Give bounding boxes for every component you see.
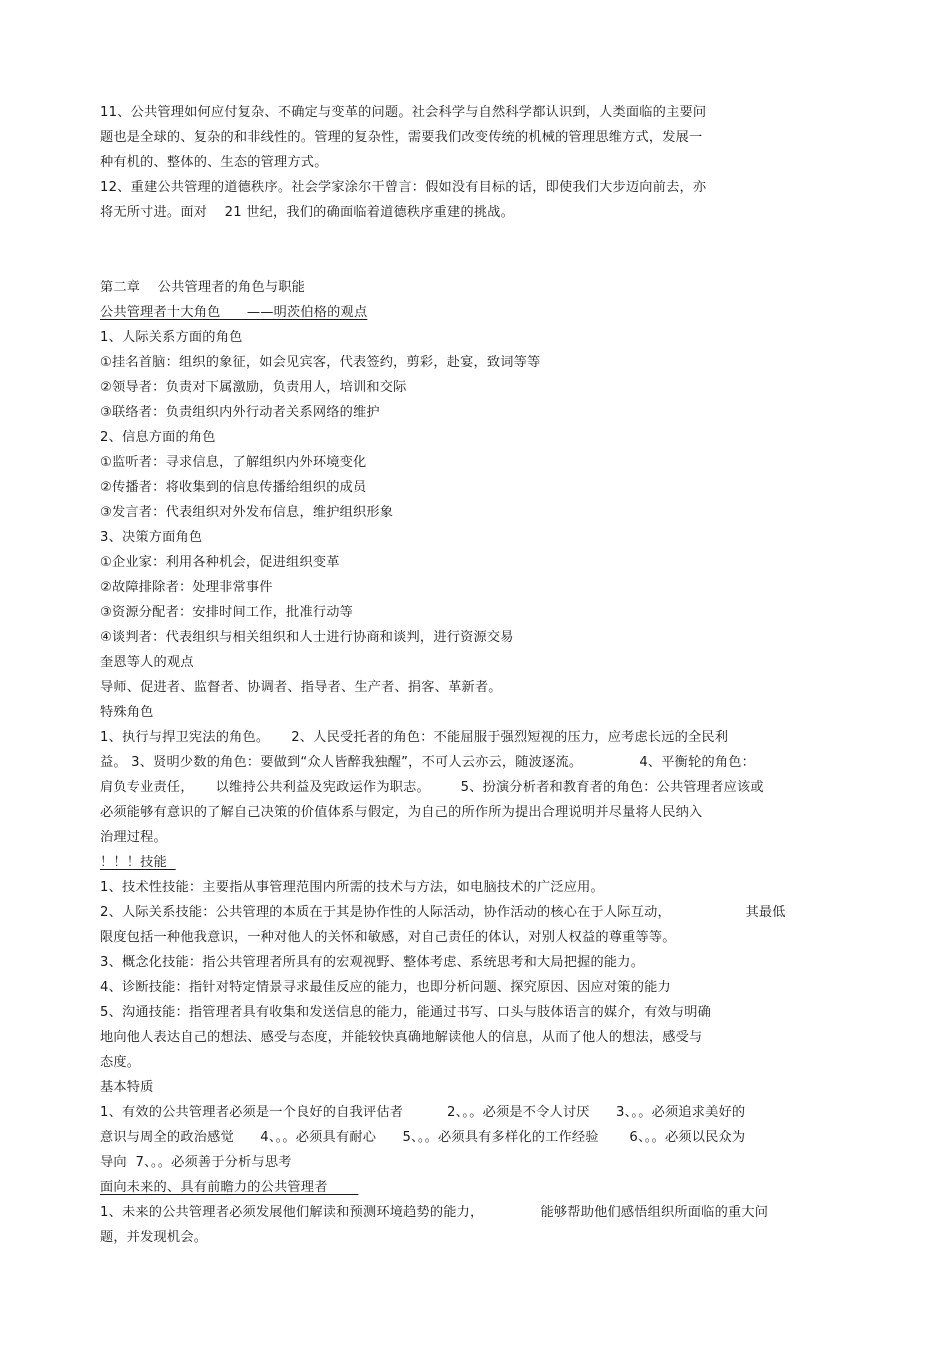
text-line: 题，并发现机会。	[100, 1230, 208, 1245]
list-item: ③发言者：代表组织对外发布信息，维护组织形象	[100, 505, 394, 520]
text-line: 益。 3、贤明少数的角色：要做到“众人皆醉我独醒”，不可人云亦云，随波逐流。 4、平衡轮的角色：	[100, 755, 756, 770]
text-line: 2、人际关系技能：公共管理的本质在于其是协作性的人际活动，协作活动的核心在于人际互动， 其最低	[100, 905, 786, 920]
list-item: ③联络者：负责组织内外行动者关系网络的维护	[100, 405, 380, 420]
text-line: 导师、促进者、监督者、协调者、指导者、生产者、捐客、革新者。	[100, 680, 502, 695]
text-line: 基本特质	[100, 1080, 154, 1095]
text-line: 1、未来的公共管理者必须发展他们解读和预测环境趋势的能力， 能够帮助他们感悟组织所面临的重大问	[100, 1205, 769, 1220]
list-item: ②传播者：将收集到的信息传播给组织的成员	[100, 480, 367, 495]
text-line: 2、信息方面的角色	[100, 430, 216, 445]
list-item: ①企业家：利用各种机会，促进组织变革	[100, 555, 340, 570]
list-item: ①监听者：寻求信息，了解组织内外环境变化	[100, 455, 367, 470]
text-line: 1、人际关系方面的角色	[100, 330, 243, 345]
section-heading: 公共管理者十大角色 ——明茨伯格的观点	[100, 305, 368, 320]
text-line: 1、有效的公共管理者必须是一个良好的自我评估者 2、。。必须是不令人讨厌 3、。。必须追求美好的	[100, 1105, 746, 1120]
text-line: 3、概念化技能：指公共管理者所具有的宏观视野、整体考虑、系统思考和大局把握的能力。	[100, 955, 645, 970]
text-line: 地向他人表达自己的想法、感受与态度，并能较快真确地解读他人的信息，从而了他人的想法，感受与	[100, 1030, 703, 1045]
text-line: 治理过程。	[100, 830, 167, 845]
text-line: 态度。	[100, 1055, 141, 1070]
list-item: ③资源分配者：安排时间工作，批准行动等	[100, 605, 353, 620]
text-line: 限度包括一种他我意识，一种对他人的关怀和敏感，对自己责任的体认，对别人权益的尊重等等。	[100, 930, 676, 945]
text-line: 5、沟通技能：指管理者具有收集和发送信息的能力，能通过书写、口头与肢体语言的媒介，有效与明确	[100, 1005, 712, 1020]
section-heading: ！！！技能	[100, 855, 176, 870]
list-item: ②领导者：负责对下属激励，负责用人，培训和交际	[100, 380, 407, 395]
text-line: 种有机的、整体的、生态的管理方式。	[100, 155, 328, 170]
text-line: 11、公共管理如何应付复杂、不确定与变革的问题。社会科学与自然科学都认识到，人类面临的主要问	[100, 105, 707, 120]
text-line: 12、重建公共管理的道德秩序。社会学家涂尔干曾言：假如没有目标的话，即使我们大步迈向前去，亦	[100, 180, 707, 195]
list-item: ②故障排除者：处理非常事件	[100, 580, 273, 595]
text-line: 导向 7、。。必须善于分析与思考	[100, 1155, 292, 1170]
text-line: 将无所寸进。面对 21 世纪，我们的确面临着道德秩序重建的挑战。	[100, 205, 514, 220]
chapter-heading: 第二章 公共管理者的角色与职能	[100, 280, 305, 295]
text-line: 4、诊断技能：指针对特定情景寻求最佳反应的能力，也即分析问题、探究原因、因应对策的能力	[100, 980, 671, 995]
text-line: 奎恩等人的观点	[100, 655, 194, 670]
text-line: 肩负专业责任， 以维持公共利益及宪政运作为职志。 5、扮演分析者和教育者的角色：公共管理者应该或	[100, 780, 764, 795]
text-line: 1、技术性技能：主要指从事管理范围内所需的技术与方法，如电脑技术的广泛应用。	[100, 880, 604, 895]
section-heading: 面向未来的、具有前瞻力的公共管理者	[100, 1180, 359, 1195]
text-line: 必须能够有意识的了解自己决策的价值体系与假定，为自己的所作所为提出合理说明并尽量将人民纳入	[100, 805, 703, 820]
text-line: 3、决策方面角色	[100, 530, 203, 545]
text-line: 题也是全球的、复杂的和非线性的。管理的复杂性，需要我们改变传统的机械的管理思维方式，发展一	[100, 130, 703, 145]
list-item: ①挂名首脑：组织的象征，如会见宾客，代表签约，剪彩，赴宴，致词等等	[100, 355, 541, 370]
text-line: 1、执行与捍卫宪法的角色。 2、人民受托者的角色：不能屈服于强烈短视的压力，应考虑长远的全民利	[100, 730, 729, 745]
text-line: 特殊角色	[100, 705, 154, 720]
text-line: 意识与周全的政治感觉 4、。。必须具有耐心 5、。。必须具有多样化的工作经验 6、。。必须以民众为	[100, 1130, 746, 1145]
list-item: ④谈判者：代表组织与相关组织和人士进行协商和谈判，进行资源交易	[100, 630, 514, 645]
